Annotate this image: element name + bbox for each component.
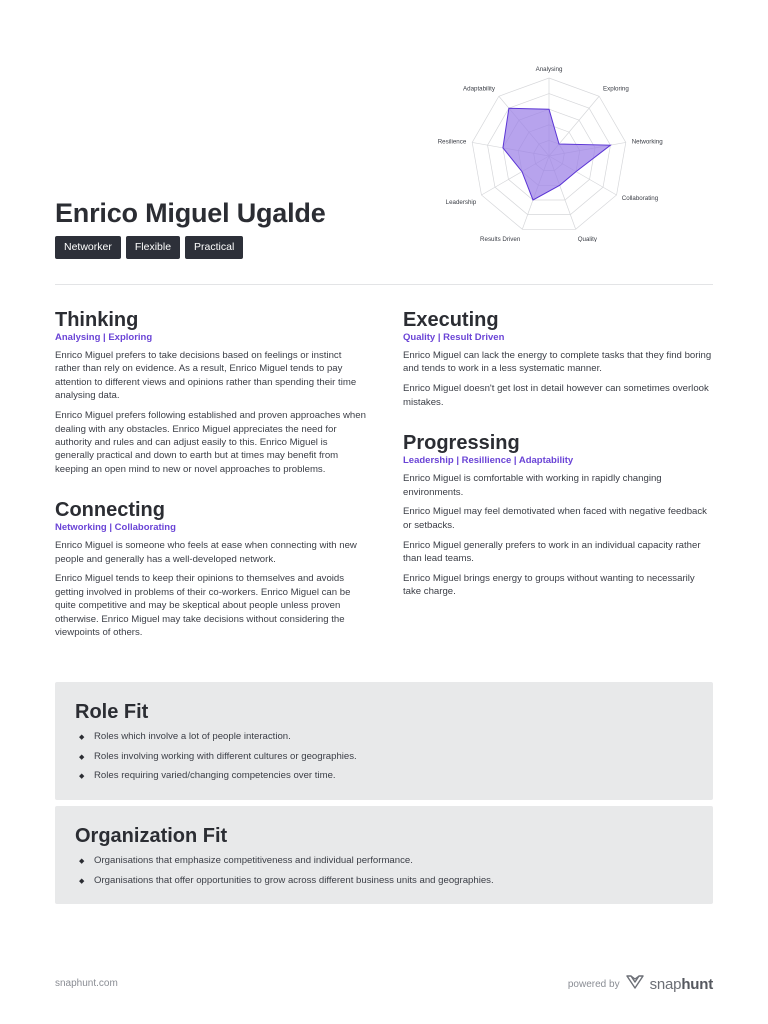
tag-list	[55, 236, 243, 259]
radar-axis-label: Collaborating	[621, 195, 659, 202]
footer-site-link[interactable]: snaphunt.com	[55, 978, 118, 989]
list-item-text: Organisations that offer opportunities to grow across different business units and geographies.	[94, 874, 494, 886]
radar-chart	[420, 62, 680, 242]
divider	[55, 284, 713, 285]
bullet-icon: ◆	[79, 734, 85, 741]
section-title: Thinking	[55, 309, 139, 331]
section-paragraph: Enrico Miguel can lack the energy to complete tasks that they find boring and tends to work in a less systematic manner.	[403, 350, 712, 375]
section-paragraph: Enrico Miguel doesn't get lost in detail however can sometimes overlook mistakes.	[403, 383, 709, 408]
section-paragraph: Enrico Miguel brings energy to groups without wanting to necessarily take charge.	[403, 573, 695, 598]
role-fit-box	[55, 682, 713, 800]
organization-fit-title: Organization Fit	[75, 825, 228, 847]
section-title: Executing	[403, 309, 499, 331]
bullet-icon: ◆	[79, 753, 85, 761]
section-progressing	[403, 431, 715, 599]
radar-axis-label: Quality	[577, 235, 597, 242]
section-connecting	[55, 498, 367, 639]
right-column	[403, 308, 715, 621]
powered-by-text: powered by	[567, 979, 620, 990]
radar-axis-label: Exploring	[602, 85, 629, 93]
tag-networker: Networker	[55, 236, 121, 259]
list-item-text: Roles which involve a lot of people interaction.	[94, 731, 291, 742]
section-paragraph: Enrico Miguel prefers following established and proven approaches when dealing with any obstacles. Enrico Miguel appreciates the need for authority and rules and can adjust easily to this. Enrico Miguel is generally practical and down to earth but at times may benefit from keeping an open mind to new or novel approaches to problems.	[55, 410, 366, 475]
list-item	[75, 854, 693, 867]
radar-axis-label: Leadership	[445, 199, 477, 206]
tag-flexible: Flexible	[126, 236, 180, 259]
tag-practical: Practical	[185, 236, 243, 259]
list-item-text: Roles involving working with different cultures or geographies.	[94, 750, 357, 762]
section-paragraph: Enrico Miguel may feel demotivated when faced with negative feedback or setbacks.	[403, 506, 707, 531]
left-column	[55, 308, 367, 662]
brand-bold: hunt	[681, 976, 713, 993]
footer-branding	[568, 975, 713, 994]
section-title: Progressing	[403, 432, 520, 455]
list-item-text: Roles requiring varied/changing competencies over time.	[94, 770, 336, 782]
radar-axis-label: Resilience	[437, 138, 467, 146]
brand-light: snap	[649, 976, 682, 993]
radar-axis-label: Results Driven	[480, 235, 521, 242]
radar-data-area	[503, 108, 611, 200]
bullet-icon: ◆	[79, 773, 85, 781]
section-subtitle: Networking | Collaborating	[55, 522, 176, 534]
section-thinking	[55, 308, 367, 476]
section-executing	[403, 308, 715, 409]
list-item	[75, 730, 693, 743]
role-fit-title: Role Fit	[75, 701, 149, 723]
radar-axis-label: Analysing	[535, 66, 563, 73]
section-paragraph: Enrico Miguel is comfortable with working in rapidly changing environments.	[403, 473, 662, 498]
list-item-text: Organisations that emphasize competitiveness and individual performance.	[94, 855, 413, 866]
organization-fit-list	[75, 854, 693, 887]
radar-axis-label: Networking	[631, 138, 663, 146]
radar-axis-label: Adaptability	[463, 85, 496, 93]
list-item	[75, 874, 693, 887]
profile-name: Enrico Miguel Ugalde	[55, 198, 326, 228]
bullet-icon: ◆	[79, 877, 85, 885]
section-subtitle: Quality | Result Driven	[403, 332, 505, 343]
bullet-icon: ◆	[79, 858, 85, 865]
section-subtitle: Analysing | Exploring	[55, 332, 153, 343]
role-fit-list	[75, 730, 693, 782]
section-paragraph: Enrico Miguel tends to keep their opinions to themselves and avoids getting involved in problems of their co-workers. Enrico Miguel can be quite competitive and may be skeptical about people unless proven otherwise. Enrico Miguel may take decisions without considering the viewpoints of others.	[55, 573, 351, 639]
list-item	[75, 769, 693, 782]
section-paragraph: Enrico Miguel generally prefers to work in an individual capacity rather than lead teams.	[403, 539, 701, 565]
organization-fit-box	[55, 806, 713, 904]
snaphunt-logo-icon	[626, 975, 644, 994]
list-item	[75, 750, 693, 763]
snaphunt-logo-text	[650, 976, 713, 993]
section-title: Connecting	[55, 499, 165, 522]
section-subtitle: Leadership | Resillience | Adaptability	[403, 455, 574, 467]
section-paragraph: Enrico Miguel prefers to take decisions based on feelings or instinct rather than rely on evidence. As a result, Enrico Miguel tends to pay attention to different views and opinions rather than spending their time analysing data.	[55, 350, 357, 402]
section-paragraph: Enrico Miguel is someone who feels at ease when connecting with new people and generally has a well-developed network.	[55, 540, 357, 565]
